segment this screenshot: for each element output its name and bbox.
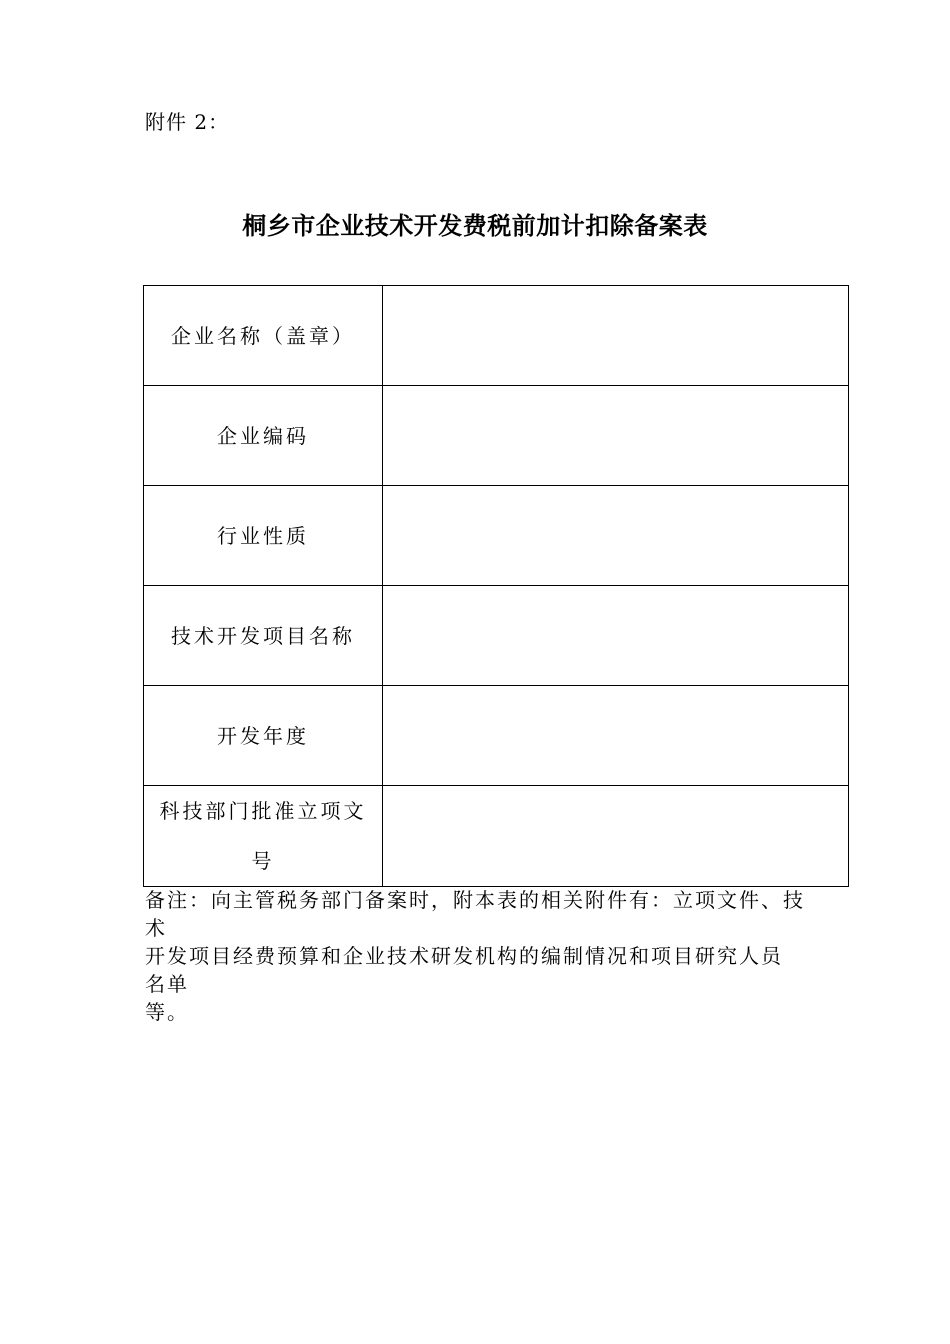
row-label-approval-number: 科技部门批准立项文号 xyxy=(144,786,383,887)
form-title: 桐乡市企业技术开发费税前加计扣除备案表 xyxy=(242,212,708,240)
attachment-label: 附件 2： xyxy=(145,110,230,134)
record-table xyxy=(143,285,849,887)
remarks-note xyxy=(145,886,835,1026)
note-line: 名单 xyxy=(145,972,189,996)
row-label-project-name: 技术开发项目名称 xyxy=(144,586,383,686)
table-row-industry-type xyxy=(144,486,849,586)
row-label-development-year: 开发年度 xyxy=(144,686,383,786)
table-row-project-name xyxy=(144,586,849,686)
row-value-development-year[interactable] xyxy=(383,686,849,786)
note-line: 开发项目经费预算和企业技术研发机构的编制情况和项目研究人员 xyxy=(145,944,783,968)
table-row-enterprise-name xyxy=(144,286,849,386)
row-label-enterprise-code: 企业编码 xyxy=(144,386,383,486)
table-row-development-year xyxy=(144,686,849,786)
row-value-industry-type[interactable] xyxy=(383,486,849,586)
table-row-approval-number xyxy=(144,786,849,887)
row-value-project-name[interactable] xyxy=(383,586,849,686)
row-label-industry-type: 行业性质 xyxy=(144,486,383,586)
row-value-enterprise-code[interactable] xyxy=(383,386,849,486)
row-value-enterprise-name[interactable] xyxy=(383,286,849,386)
note-line: 等。 xyxy=(145,1000,189,1024)
row-label-enterprise-name: 企业名称（盖章） xyxy=(144,286,383,386)
note-line: 备注：向主管税务部门备案时，附本表的相关附件有：立项文件、技 xyxy=(145,888,805,912)
note-line: 术 xyxy=(145,916,167,940)
row-value-approval-number[interactable] xyxy=(383,786,849,887)
table-row-enterprise-code xyxy=(144,386,849,486)
